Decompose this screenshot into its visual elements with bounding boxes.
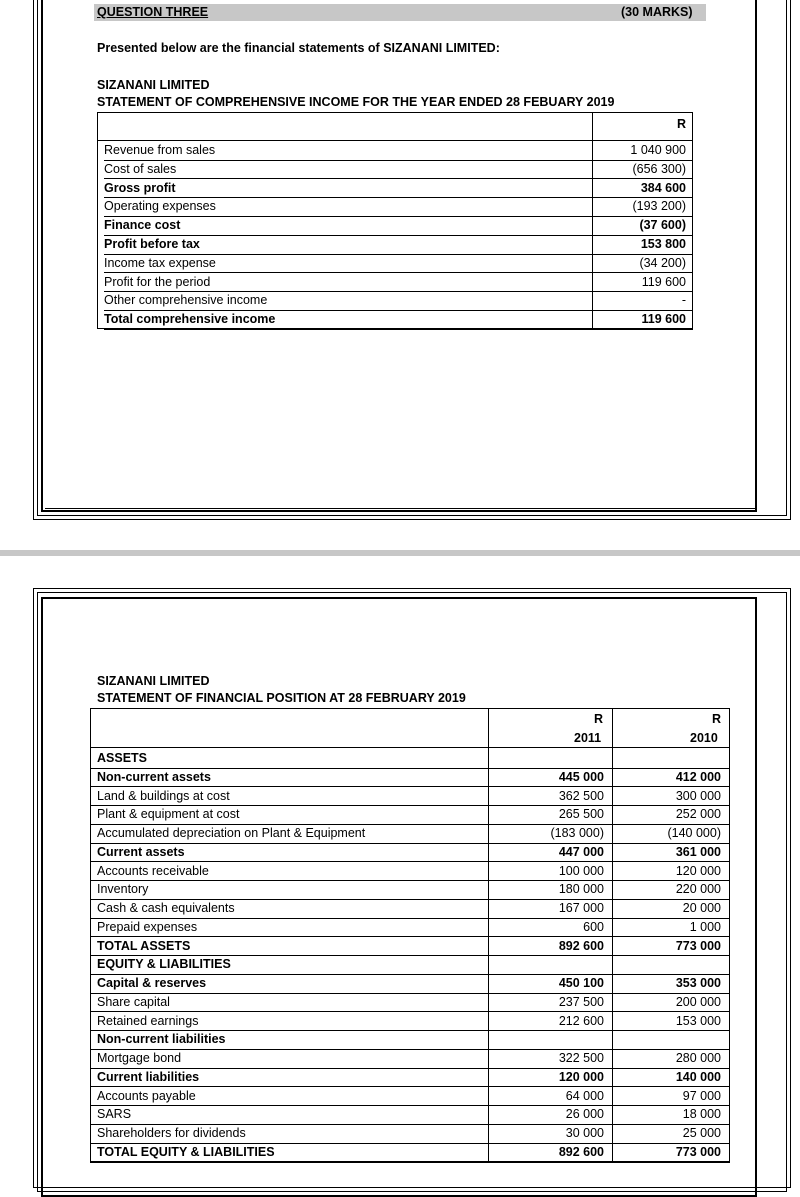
income-row-value: 153 800 — [640, 237, 686, 251]
position-row-value-2011: 180 000 — [558, 882, 604, 897]
position-row-rule — [90, 1161, 730, 1162]
position-row-value-2010: 280 000 — [675, 1051, 721, 1065]
position-row-label: Capital & reserves — [97, 976, 207, 990]
position-row-label: Cash & cash equivalents — [97, 901, 235, 915]
income-row-rule — [104, 310, 592, 311]
income-row-value-rule — [592, 254, 693, 255]
position-row-value-2010: 220 000 — [675, 882, 721, 897]
position-row-value-2010: 252 000 — [675, 807, 721, 822]
position-row-label: Land & buildings at cost — [97, 788, 230, 803]
position-row-value-2010: 361 000 — [675, 844, 721, 859]
income-row-value: - — [681, 293, 686, 308]
income-row-label: Profit before tax — [104, 237, 200, 251]
income-row-value-rule — [592, 329, 693, 330]
position-row-value-2010: 773 000 — [675, 1144, 721, 1159]
position-row-value-2010: 412 000 — [675, 769, 721, 784]
position-row-rule — [90, 993, 730, 994]
income-currency-header: R — [677, 117, 687, 131]
position-row-rule — [90, 786, 730, 787]
income-row-rule — [104, 254, 592, 255]
income-row-label: Gross profit — [104, 180, 176, 195]
position-row-label: Current assets — [97, 844, 185, 859]
page-1-bottom-rule — [45, 508, 757, 509]
position-row-value-2011: 600 — [583, 919, 604, 934]
position-row-value-2011: 64 000 — [565, 1088, 604, 1103]
position-row-value-2011: 26 000 — [565, 1107, 604, 1122]
income-row-value: (37 600) — [639, 218, 686, 233]
position-row-label: Retained earnings — [97, 1013, 199, 1028]
position-row-value-2010: (140 000) — [667, 826, 721, 840]
position-row-value-2011: 362 500 — [558, 788, 604, 803]
position-row-label: Plant & equipment at cost — [97, 807, 240, 822]
position-company-name: SIZANANI LIMITED — [97, 674, 210, 688]
income-row-label: Finance cost — [104, 218, 181, 233]
position-row-label: EQUITY & LIABILITIES — [97, 957, 231, 972]
position-row-value-2011: 167 000 — [558, 901, 604, 915]
income-table-header-rule — [97, 140, 693, 141]
position-row-value-2010: 20 000 — [682, 901, 721, 915]
position-row-rule — [90, 861, 730, 862]
income-row-label: Profit for the period — [104, 274, 211, 289]
position-row-value-2010: 97 000 — [682, 1088, 721, 1103]
position-row-value-2011: 892 600 — [558, 938, 604, 953]
income-row-value-rule — [592, 310, 693, 311]
position-row-label: Non-current liabilities — [97, 1032, 226, 1047]
income-row-rule — [104, 160, 592, 161]
position-row-value-2010: 1 000 — [689, 919, 721, 934]
income-row-value: 1 040 900 — [630, 143, 686, 157]
income-row-rule — [104, 216, 592, 217]
income-row-value: (193 200) — [632, 199, 686, 214]
position-row-rule — [90, 1049, 730, 1050]
position-row-label: Inventory — [97, 882, 149, 897]
position-row-value-2011: 100 000 — [558, 863, 604, 878]
position-row-value-2010: 120 000 — [675, 863, 721, 878]
income-row-value-rule — [592, 272, 693, 273]
income-row-label: Total comprehensive income — [104, 312, 276, 327]
income-row-label: Operating expenses — [104, 199, 216, 214]
income-row-label: Cost of sales — [104, 161, 177, 176]
position-row-rule — [90, 955, 730, 956]
income-row-value-rule — [592, 160, 693, 161]
position-row-value-2010: 153 000 — [675, 1013, 721, 1028]
intro-text: Presented below are the financial statements of SIZANANI LIMITED: — [97, 41, 500, 55]
income-row-value-rule — [592, 291, 693, 292]
position-row-rule — [90, 936, 730, 937]
position-row-value-2011: 445 000 — [558, 769, 604, 784]
position-row-rule — [90, 824, 730, 825]
position-year-col2: 2010 — [690, 731, 718, 745]
position-row-value-2010: 353 000 — [675, 976, 721, 990]
position-row-label: TOTAL ASSETS — [97, 938, 191, 953]
position-row-rule — [90, 918, 730, 919]
position-row-value-2011: 120 000 — [558, 1069, 604, 1084]
position-row-value-2010: 773 000 — [675, 938, 721, 953]
position-row-value-2010: 18 000 — [682, 1107, 721, 1122]
income-row-value: 119 600 — [641, 312, 686, 327]
income-row-rule — [104, 272, 592, 273]
position-row-label: Non-current assets — [97, 769, 211, 784]
position-row-label: Prepaid expenses — [97, 919, 198, 934]
position-row-rule — [90, 1124, 730, 1125]
position-row-rule — [90, 1068, 730, 1069]
income-row-value: 384 600 — [640, 180, 686, 195]
income-row-value-rule — [592, 216, 693, 217]
position-row-value-2011: 322 500 — [558, 1051, 604, 1065]
position-row-value-2011: 447 000 — [558, 844, 604, 859]
position-row-label: Shareholders for dividends — [97, 1126, 246, 1140]
income-row-rule — [104, 235, 592, 236]
position-row-label: Accounts receivable — [97, 863, 209, 878]
position-row-rule — [90, 843, 730, 844]
position-header-rule — [90, 747, 730, 748]
position-row-rule — [90, 880, 730, 881]
position-row-value-2011: 450 100 — [558, 976, 604, 990]
position-row-value-2011: (183 000) — [550, 826, 604, 840]
position-row-label: Accounts payable — [97, 1088, 196, 1103]
position-row-label: Mortgage bond — [97, 1051, 182, 1065]
position-row-value-2010: 25 000 — [682, 1126, 721, 1140]
position-row-value-2011: 212 600 — [558, 1013, 604, 1028]
position-row-value-2010: 140 000 — [675, 1069, 721, 1084]
position-row-value-2010: 200 000 — [675, 994, 721, 1009]
position-row-label: TOTAL EQUITY & LIABILITIES — [97, 1144, 275, 1159]
position-row-label: Accumulated depreciation on Plant & Equipment — [97, 826, 366, 840]
position-row-value-2011: 892 600 — [558, 1144, 604, 1159]
position-year-col1: 2011 — [574, 731, 602, 745]
position-currency-col1: R — [594, 712, 604, 726]
income-row-label: Revenue from sales — [104, 143, 216, 157]
position-row-rule — [90, 1105, 730, 1106]
page-separator — [0, 550, 800, 556]
position-currency-col2: R — [712, 712, 722, 726]
income-row-rule — [104, 197, 592, 198]
income-row-value: (34 200) — [639, 255, 686, 270]
income-row-value: (656 300) — [632, 161, 686, 176]
position-row-rule — [90, 1086, 730, 1087]
position-row-label: SARS — [97, 1107, 132, 1122]
income-table-col-divider — [592, 112, 593, 329]
income-row-value-rule — [592, 235, 693, 236]
question-marks: (30 MARKS) — [621, 5, 693, 19]
income-row-rule — [104, 329, 592, 330]
position-row-value-2011: 237 500 — [558, 994, 604, 1009]
position-row-rule — [90, 805, 730, 806]
income-row-label: Income tax expense — [104, 255, 216, 270]
position-row-rule — [90, 1030, 730, 1031]
position-row-value-2011: 265 500 — [558, 807, 604, 822]
income-row-rule — [104, 178, 592, 179]
position-row-rule — [90, 1143, 730, 1144]
position-row-rule — [90, 974, 730, 975]
income-row-rule — [104, 291, 592, 292]
position-row-rule — [90, 899, 730, 900]
income-title: STATEMENT OF COMPREHENSIVE INCOME FOR THE YEAR ENDED 28 FEBUARY 2019 — [97, 95, 615, 109]
income-row-label: Other comprehensive income — [104, 293, 268, 308]
income-row-value: 119 600 — [641, 274, 686, 289]
position-row-label: ASSETS — [97, 751, 148, 765]
position-title: STATEMENT OF FINANCIAL POSITION AT 28 FEBRUARY 2019 — [97, 691, 466, 705]
position-row-value-2011: 30 000 — [565, 1126, 604, 1140]
position-row-rule — [90, 768, 730, 769]
position-row-value-2010: 300 000 — [675, 788, 721, 803]
income-company-name: SIZANANI LIMITED — [97, 78, 210, 92]
position-row-rule — [90, 1011, 730, 1012]
income-row-value-rule — [592, 178, 693, 179]
position-row-label: Current liabilities — [97, 1069, 200, 1084]
income-row-value-rule — [592, 197, 693, 198]
position-row-label: Share capital — [97, 994, 170, 1009]
question-title: QUESTION THREE — [97, 5, 209, 19]
